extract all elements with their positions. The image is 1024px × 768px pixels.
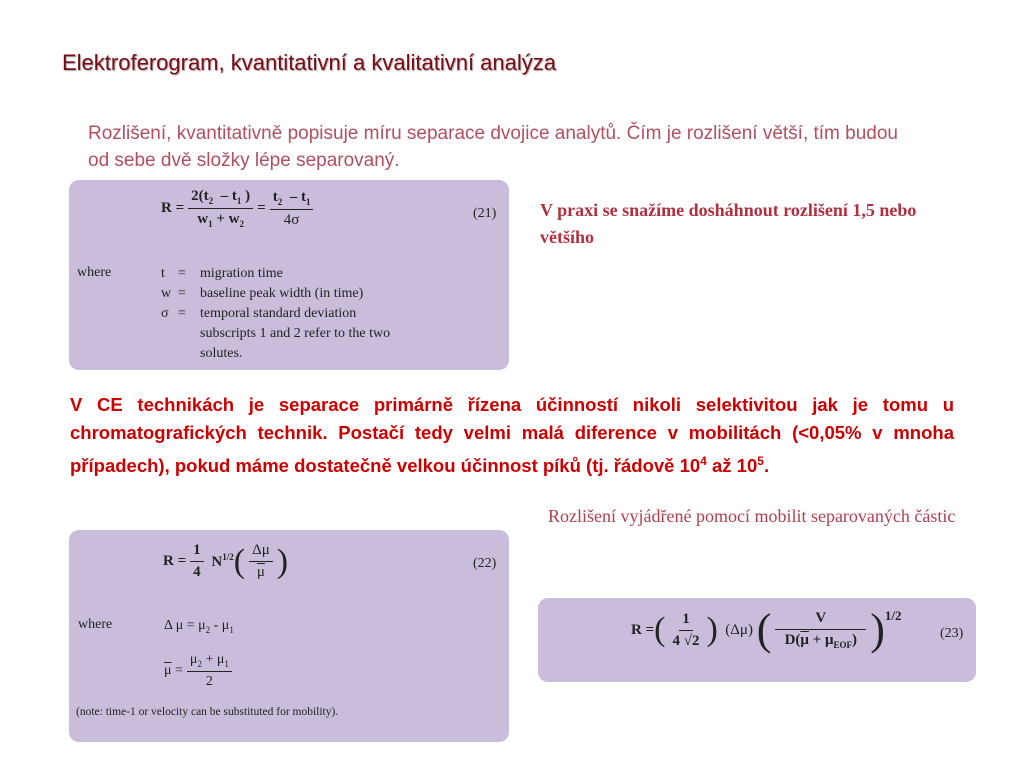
equation-22-number: (22) xyxy=(473,556,497,571)
side-note-resolution-target: V praxi se snažíme dosháhnout rozlišení 1,5 nebo většího xyxy=(540,200,917,247)
equation-23-number: (23) xyxy=(940,626,964,641)
equation-21-formula: R = $\frac{2(t_2 - t_1 )}{w_1 + w_2}$ = $\frac{t_2 - t_1}{4\sigma}$ xyxy=(161,188,317,229)
equation-22-box xyxy=(69,530,509,742)
page-title: Elektroferogram, kvantitativní a kvalitativní analýza xyxy=(62,50,557,75)
equation-21-box xyxy=(69,180,509,370)
side-note-mobility-resolution: Rozlišení vyjádřené pomocí mobilit separovaných částic xyxy=(548,506,956,526)
delta-mu-definition: Δ $\mu = \mu_2 - \mu_1$ xyxy=(164,618,234,635)
fraction-2: $\frac{t_2 - t_1}{4\sigma}$ xyxy=(270,189,314,229)
mobility-note: (note: time-1 or velocity can be substituted for mobility). xyxy=(76,706,339,718)
where-label: where xyxy=(77,265,112,280)
definition-row: σ = temporal standard deviation xyxy=(161,306,357,321)
definition-row: solutes. xyxy=(200,346,243,361)
definitions-list xyxy=(161,264,460,364)
intro-paragraph: Rozlišení, kvantitativně popisuje míru separace dvojice analytů. Čím je rozlišení větší, tím budou od sebe dvě složky lépe separovaný. xyxy=(88,123,898,171)
definition-row: w = baseline peak width (in time) xyxy=(161,286,364,301)
equation-23-formula: R = ( $\frac{1}{4 √2}$ ) (Δμ) ( $\frac{V}{D(\overline{\mu} + \mu_{EOF})}$ ) 1/2 xyxy=(631,605,902,654)
mean-mu-definition: $\overline{\mu}$ = $\frac{\mu_2 + \mu_1}{2}$ xyxy=(164,652,236,690)
definition-row: t = migration time xyxy=(161,266,283,281)
equation-23-box xyxy=(538,598,976,682)
where-label: where xyxy=(78,617,113,632)
definition-row: subscripts 1 and 2 refer to the two xyxy=(200,326,391,341)
equation-22-formula: R = $\frac{1}{4}$ $N^{1/2}$ ( $\frac{\Delta\mu}{\mu}$ ) xyxy=(163,542,289,580)
main-paragraph: V CE technikách je separace primárně řízena účinností nikoli selektivitou jak je tomu u chromatografických technik. Postačí tedy velmi malá diference v mobilitách (<0,05% v mnoha případech), pokud máme dostatečně velkou účinnost píků (tj. řádově $10^4$ až $10^5$. xyxy=(70,394,954,477)
equation-21-number: (21) xyxy=(473,206,497,221)
fraction-1: $\frac{2(t_2 - t_1 )}{w_1 + w_2}$ xyxy=(188,188,253,229)
